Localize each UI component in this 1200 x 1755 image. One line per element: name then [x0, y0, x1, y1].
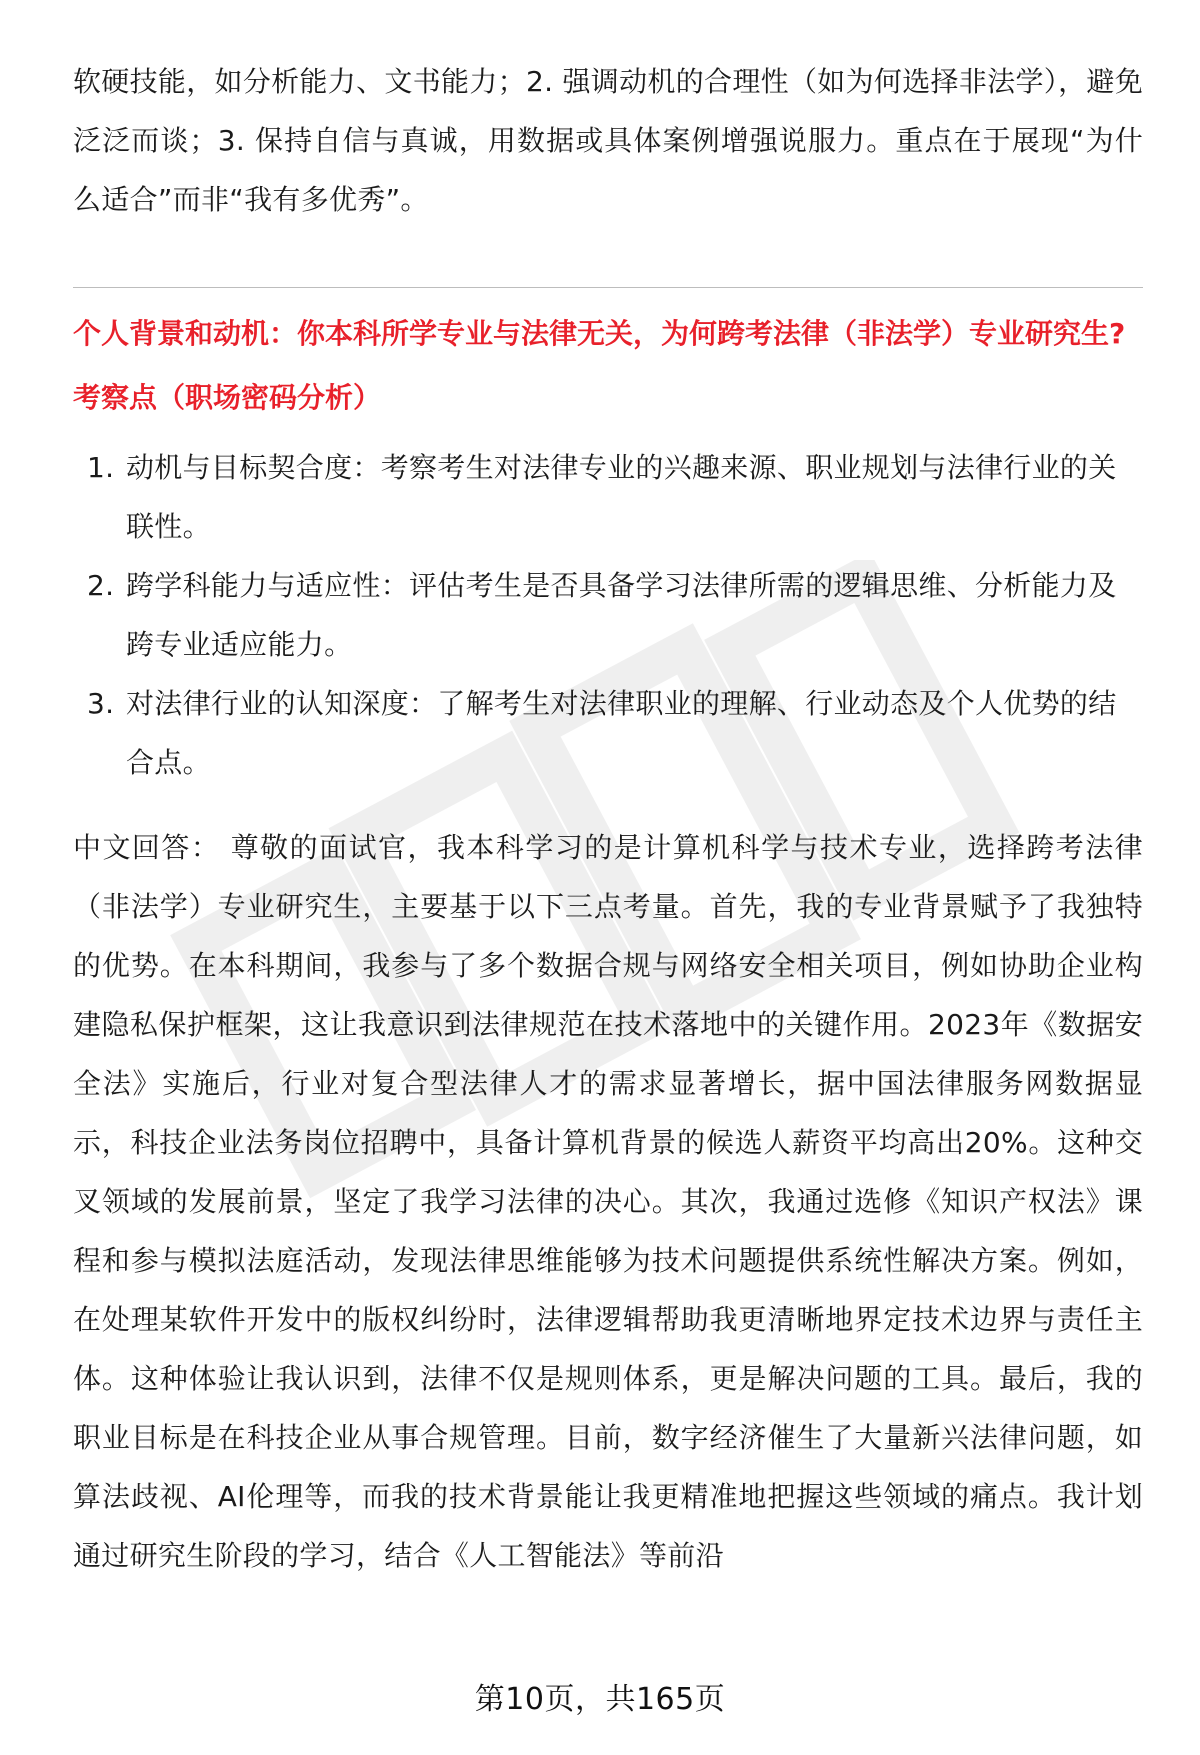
list-item-text: 跨学科能力与适应性：评估考生是否具备学习法律所需的逻辑思维、分析能力及跨专业适应能力。	[126, 569, 1117, 661]
section-divider	[73, 287, 1143, 288]
question-heading: 个人背景和动机：你本科所学专业与法律无关，为何跨考法律（非法学）专业研究生?	[73, 317, 1126, 350]
list-item-number: 1.	[87, 451, 115, 484]
assessment-subheading: 考察点（职场密码分析）	[73, 381, 382, 414]
list-item-number: 3.	[87, 687, 115, 720]
list-item	[73, 438, 1143, 556]
answer-paragraph	[73, 818, 1143, 1585]
list-item	[73, 674, 1143, 792]
list-item-text: 动机与目标契合度：考察考生对法律专业的兴趣来源、职业规划与法律行业的关联性。	[126, 451, 1117, 543]
intro-paragraph: 软硬技能，如分析能力、文书能力；2. 强调动机的合理性（如为何选择非法学），避免泛泛而谈；3. 保持自信与真诚，用数据或具体案例增强说服力。重点在于展现“为什么适合”而非“我有多优秀”。	[73, 65, 1143, 216]
list-item	[73, 556, 1143, 674]
page-footer: 第10页，共165页	[474, 1682, 726, 1717]
assessment-points-list	[73, 438, 1143, 792]
answer-text: 尊敬的面试官，我本科学习的是计算机科学与技术专业，选择跨考法律（非法学）专业研究生，主要基于以下三点考量。首先，我的专业背景赋予了我独特的优势。在本科期间，我参与了多个数据合规与网络安全相关项目，例如协助企业构建隐私保护框架，这让我意识到法律规范在技术落地中的关键作用。2023年《数据安全法》实施后，行业对复合型法律人才的需求显著增长，据中国法律服务网数据显示，科技企业法务岗位招聘中，具备计算机背景的候选人薪资平均高出20%。这种交叉领域的发展前景，坚定了我学习法律的决心。其次，我通过选修《知识产权法》课程和参与模拟法庭活动，发现法律思维能够为技术问题提供系统性解决方案。例如，在处理某软件开发中的版权纠纷时，法律逻辑帮助我更清晰地界定技术边界与责任主体。这种体验让我认识到，法律不仅是规则体系，更是解决问题的工具。最后，我的职业目标是在科技企业从事合规管理。目前，数字经济催生了大量新兴法律问题，如算法歧视、AI伦理等，而我的技术背景能让我更精准地把握这些领域的痛点。我计划通过研究生阶段的学习，结合《人工智能法》等前沿	[73, 831, 1143, 1572]
list-item-number: 2.	[87, 569, 115, 602]
page-content	[73, 52, 1143, 1585]
answer-label: 中文回答：	[73, 831, 221, 864]
list-item-text: 对法律行业的认知深度：了解考生对法律职业的理解、行业动态及个人优势的结合点。	[126, 687, 1117, 779]
